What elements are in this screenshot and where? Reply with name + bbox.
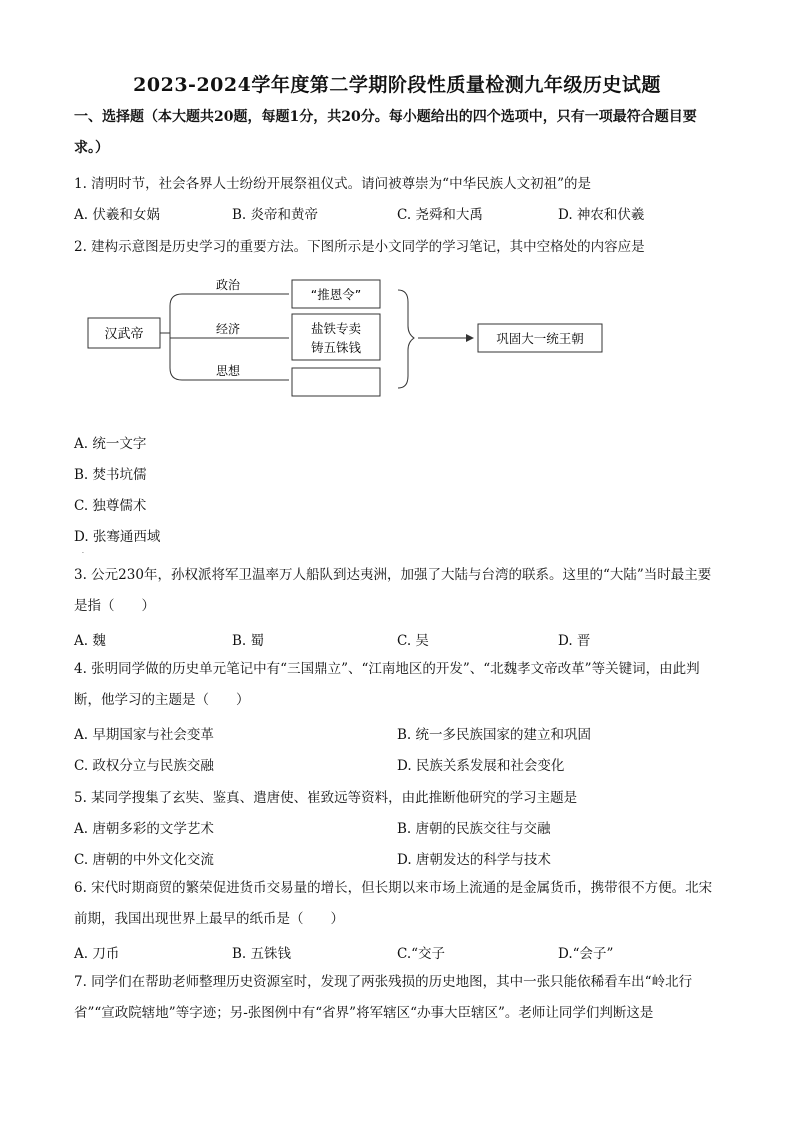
section-heading: 一、选择题（本大题共20题，每题1分，共20分。每小题给出的四个选项中，只有一项最符合题目要求。）	[74, 109, 697, 156]
q3-option-d: D. 晋	[558, 633, 591, 649]
q4-option-c: C. 政权分立与民族交融	[74, 758, 214, 774]
q4-option-d: D. 民族关系发展和社会变化	[397, 758, 565, 774]
q5-option-c: C. 唐朝的中外文化交流	[74, 852, 214, 868]
q6-option-d: D.“会子”	[558, 946, 614, 962]
q2-option-a: A. 统一文字	[74, 436, 147, 452]
q4-option-a: A. 早期国家与社会变革	[74, 727, 214, 743]
question-1-stem: 1. 清明时节，社会各界人士纷纷开展祭祖仪式。请问被尊崇为“中华民族人文初祖”的是	[74, 176, 591, 192]
q5-option-d: D. 唐朝发达的科学与技术	[397, 852, 551, 868]
q5-option-a: A. 唐朝多彩的文学艺术	[74, 821, 214, 837]
q2-option-d: D. 张骞通西域	[74, 529, 161, 545]
q3-option-c: C. 吴	[397, 633, 429, 649]
diagram-root: 汉武帝	[104, 327, 144, 342]
concept-diagram	[74, 276, 634, 401]
q6-option-c: C.“交子	[397, 946, 446, 962]
q2-option-b: B. 焚书坑儒	[74, 467, 147, 483]
q3-option-a: A. 魏	[74, 633, 106, 649]
question-3-stem: 3. 公元230年，孙权派将军卫温率万人船队到达夷洲，加强了大陆与台湾的联系。这里的“大陆”当时最主要是指（ ）	[74, 567, 712, 614]
q2-option-c: C. 独尊儒术	[74, 498, 147, 514]
box-economy-line2: 铸五铢钱	[310, 340, 362, 355]
q5-option-b: B. 唐朝的民族交往与交融	[397, 821, 551, 837]
branch-politics-label: 政治	[215, 278, 241, 292]
question-6-stem: 6. 宋代时期商贸的繁荣促进货币交易量的增长，但长期以来市场上流通的是金属货币，携带很不方便。北宋前期，我国出现世界上最早的纸币是（ ）	[74, 880, 713, 927]
q3-option-b: B. 蜀	[232, 633, 265, 649]
q6-option-a: A. 刀币	[74, 946, 120, 962]
box-economy-line1: 盐铁专卖	[310, 321, 362, 336]
q1-option-d: D. 神农和伏羲	[558, 207, 645, 223]
q1-option-b: B. 炎帝和黄帝	[232, 207, 319, 223]
stray-dot: .	[82, 548, 84, 555]
question-7-stem: 7. 同学们在帮助老师整理历史资源室时，发现了两张残损的历史地图，其中一张只能依稀看车出“岭北行省”“宣政院辖地”等字迹；另-张图例中有“省界”将军辖区“办事大臣辖区”。老师让同学们判断这是	[74, 974, 693, 1021]
q1-option-a: A. 伏羲和女娲	[74, 207, 160, 223]
branch-economy-label: 经济	[215, 322, 241, 336]
q1-option-c: C. 尧舜和大禹	[397, 207, 483, 223]
box-politics: “推恩令”	[310, 287, 362, 302]
question-5-stem: 5. 某同学搜集了玄奘、鉴真、遣唐使、崔致远等资料，由此推断他研究的学习主题是	[74, 790, 578, 806]
q6-option-b: B. 五铢钱	[232, 946, 292, 962]
q4-option-b: B. 统一多民族国家的建立和巩固	[397, 727, 592, 743]
branch-thought-label: 思想	[215, 364, 241, 378]
question-2-stem: 2. 建构示意图是历史学习的重要方法。下图所示是小文同学的学习笔记，其中空格处的内容应是	[74, 239, 645, 255]
blank-answer-box	[292, 368, 380, 396]
diagram-result: 巩固大一统王朝	[496, 331, 584, 346]
page-title: 2023-2024学年度第二学期阶段性质量检测九年级历史试题	[133, 74, 661, 96]
question-4-stem: 4. 张明同学做的历史单元笔记中有“三国鼎立”、“江南地区的开发”、“北魏孝文帝改革”等关键词，由此判断，他学习的主题是（ ）	[74, 661, 700, 708]
